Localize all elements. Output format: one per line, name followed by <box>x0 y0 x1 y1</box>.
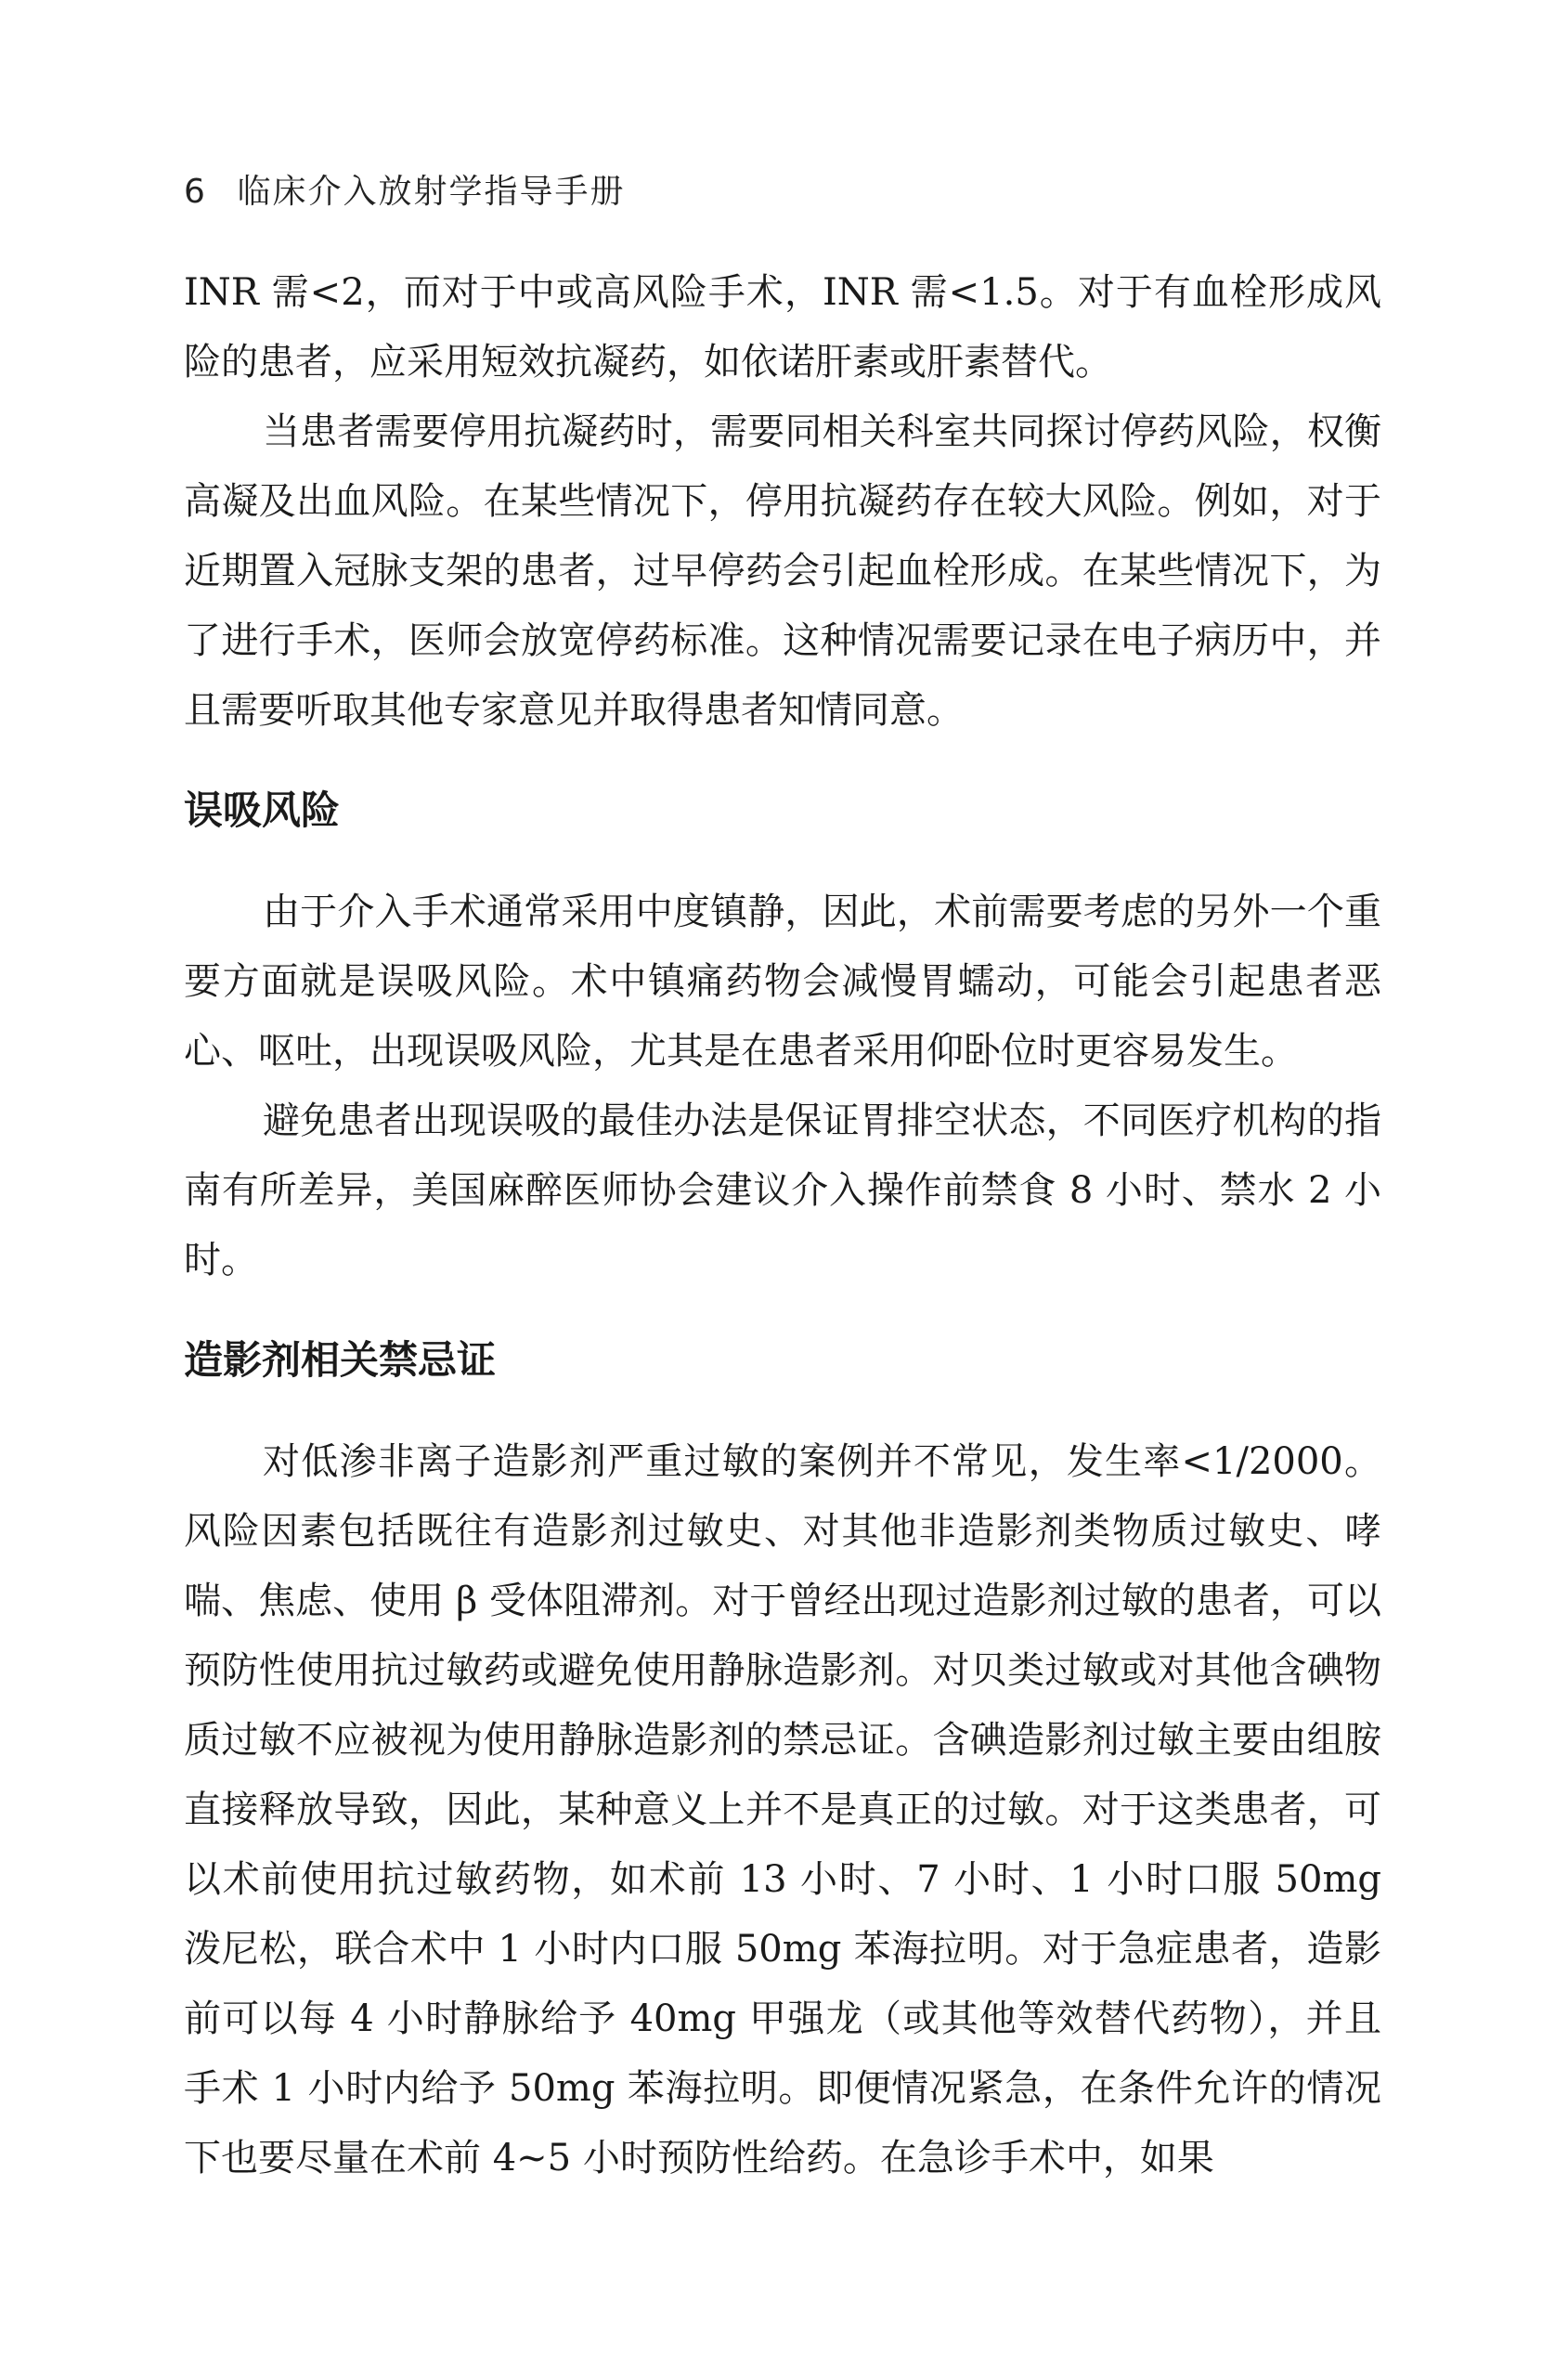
paragraph-contrast-allergy: 对低渗非离子造影剂严重过敏的案例并不常见，发生率<1/2000。风险因素包括既往有造影剂过敏史、对其他非造影剂类物质过敏史、哮喘、焦虑、使用 β 受体阻滞剂。对于曾经出现过造影剂过敏的患者，可以预防性使用抗过敏药或避免使用静脉造影剂。对贝类过敏或对其他含碘物质过敏不应被视为使用静脉造影剂的禁忌证。含碘造影剂过敏主要由组胺直接释放导致，因此，某种意义上并不是真正的过敏。对于这类患者，可以术前使用抗过敏药物，如术前 13 小时、7 小时、1 小时口服 50mg 泼尼松，联合术中 1 小时内口服 50mg 苯海拉明。对于急症患者，造影前可以每 4 小时静脉给予 40mg 甲强龙（或其他等效替代药物），并且手术 1 小时内给予 50mg 苯海拉明。即便情况紧急，在条件允许的情况下也要尽量在术前 4~5 小时预防性给药。在急诊手术中，如果 <box>184 1440 1381 2179</box>
paragraph-aspiration-risk: 由于介入手术通常采用中度镇静，因此，术前需要考虑的另外一个重要方面就是误吸风险。术中镇痛药物会减慢胃蠕动，可能会引起患者恶心、呕吐，出现误吸风险，尤其是在患者采用仰卧位时更容易发生。 <box>184 891 1381 1073</box>
section-heading-contrast: 造影剂相关禁忌证 <box>184 1337 497 1383</box>
paragraph-anticoagulant-stop: 当患者需要停用抗凝药时，需要同相关科室共同探讨停药风险，权衡高凝及出血风险。在某些情况下，停用抗凝药存在较大风险。例如，对于近期置入冠脉支架的患者，过早停药会引起血栓形成。在某些情况下，为了进行手术，医师会放宽停药标准。这种情况需要记录在电子病历中，并且需要听取其他专家意见并取得患者知情同意。 <box>184 410 1381 732</box>
page-number: 6 <box>184 173 205 211</box>
section-heading-aspiration: 误吸风险 <box>184 787 341 833</box>
paragraph-inr: INR 需<2，而对于中或高风险手术，INR 需<1.5。对于有血栓形成风险的患者，应采用短效抗凝药，如依诺肝素或肝素替代。 <box>184 271 1381 384</box>
book-title: 临床介入放射学指导手册 <box>237 173 626 211</box>
paragraph-fasting: 避免患者出现误吸的最佳办法是保证胃排空状态，不同医疗机构的指南有所差异，美国麻醉医师协会建议介入操作前禁食 8 小时、禁水 2 小时。 <box>184 1099 1381 1282</box>
running-header <box>184 165 625 213</box>
body-text <box>184 258 1381 2193</box>
